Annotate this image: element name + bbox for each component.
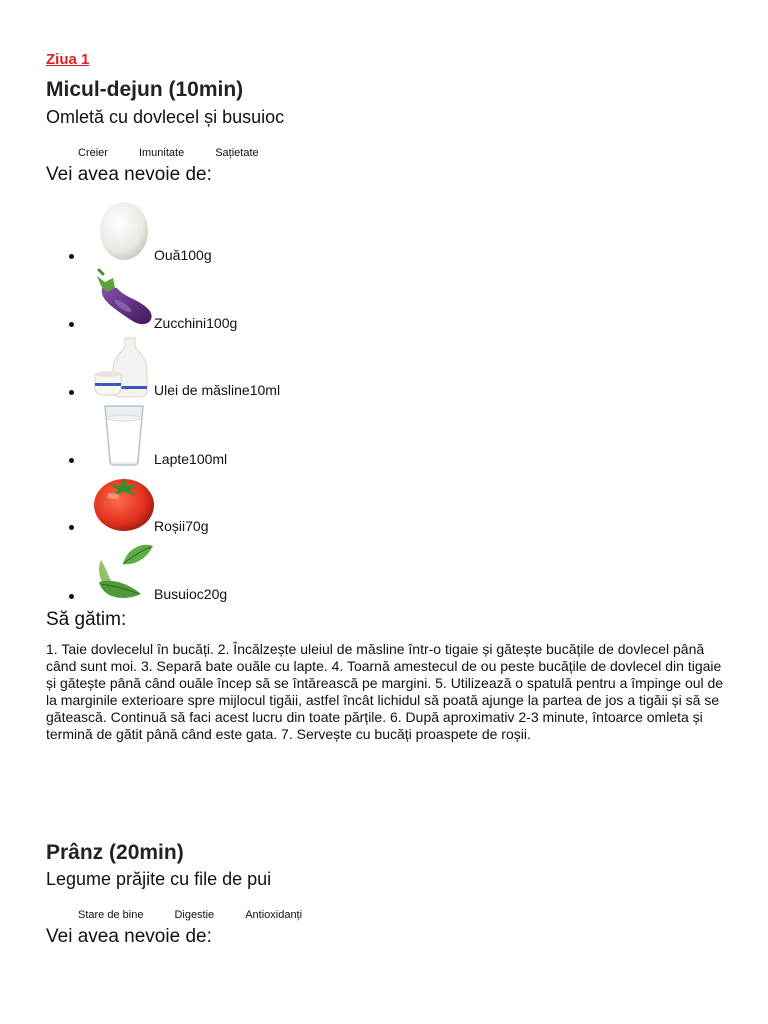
- breakfast-tags: [78, 147, 290, 159]
- lunch-tags: [78, 909, 333, 921]
- bullet: [69, 322, 74, 327]
- list-item: [0, 540, 400, 606]
- list-item: [0, 268, 400, 334]
- ingredient-label: Roșii70g: [154, 518, 209, 534]
- tag: Stare de bine: [78, 909, 144, 921]
- egg-icon: [93, 200, 155, 262]
- sake-bottle-icon: [93, 336, 155, 398]
- day-link[interactable]: Ziua 1: [46, 51, 90, 68]
- eggplant-icon: [93, 268, 155, 330]
- lunch-title: Prânz (20min): [46, 841, 184, 864]
- list-item: [0, 200, 400, 266]
- breakfast-steps: 1. Taie dovlecelul în bucăți. 2. Încălzește uleiul de măsline într-o tigaie și gătește bucățile de dovlecel până când sunt moi. 3. Separă bate ouăle cu lapte. 4. Toarnă amestecul de ou peste bucățile de dovlecel din tigaie și gătește până când ouăle încep să se întărească pe margini. 5. Utilizează o spatulă pentru a împinge oul de la marginile exterioare spre mijlocul tigăii, astfel încât lichidul să poată ajunge la partea de jos a tigăii și să se gătească. Continuă să faci acest lucru din toate părțile. 6. După aproximativ 2-3 minute, întoarce omleta și termină de gătit până când este gata. 7. Servește cu bucăți proaspete de roșii.: [46, 641, 724, 742]
- list-item: [0, 472, 400, 538]
- ingredient-label: Lapte100ml: [154, 451, 228, 467]
- breakfast-title: Micul-dejun (10min): [46, 78, 244, 101]
- list-item: [0, 404, 400, 470]
- tag: Imunitate: [138, 147, 185, 159]
- tag: Creier: [78, 147, 108, 159]
- bullet: [69, 458, 74, 463]
- breakfast-recipe-name: Omletă cu dovlecel și busuioc: [46, 107, 285, 127]
- ingredient-label: Busuioc20g: [154, 586, 228, 602]
- ingredient-label: Ouă100g: [154, 247, 212, 263]
- bullet: [69, 390, 74, 395]
- bullet: [69, 254, 74, 259]
- basil-leaves-icon: [93, 540, 155, 602]
- ingredient-label: Zucchini100g: [154, 315, 238, 331]
- lunch-need-title: Vei avea nevoie de:: [46, 926, 212, 947]
- lunch-recipe-name: Legume prăjite cu file de pui: [46, 869, 272, 889]
- breakfast-cook-title: Să gătim:: [46, 609, 127, 630]
- breakfast-need-title: Vei avea nevoie de:: [46, 164, 212, 185]
- bullet: [69, 594, 74, 599]
- tag: Sațietate: [215, 147, 259, 159]
- bullet: [69, 525, 74, 530]
- tag: Digestie: [174, 909, 215, 921]
- glass-of-milk-icon: [93, 404, 155, 466]
- tag: Antioxidanți: [245, 909, 303, 921]
- ingredient-label: Ulei de măsline10ml: [154, 382, 281, 398]
- tomato-icon: [93, 472, 155, 534]
- list-item: [0, 336, 400, 402]
